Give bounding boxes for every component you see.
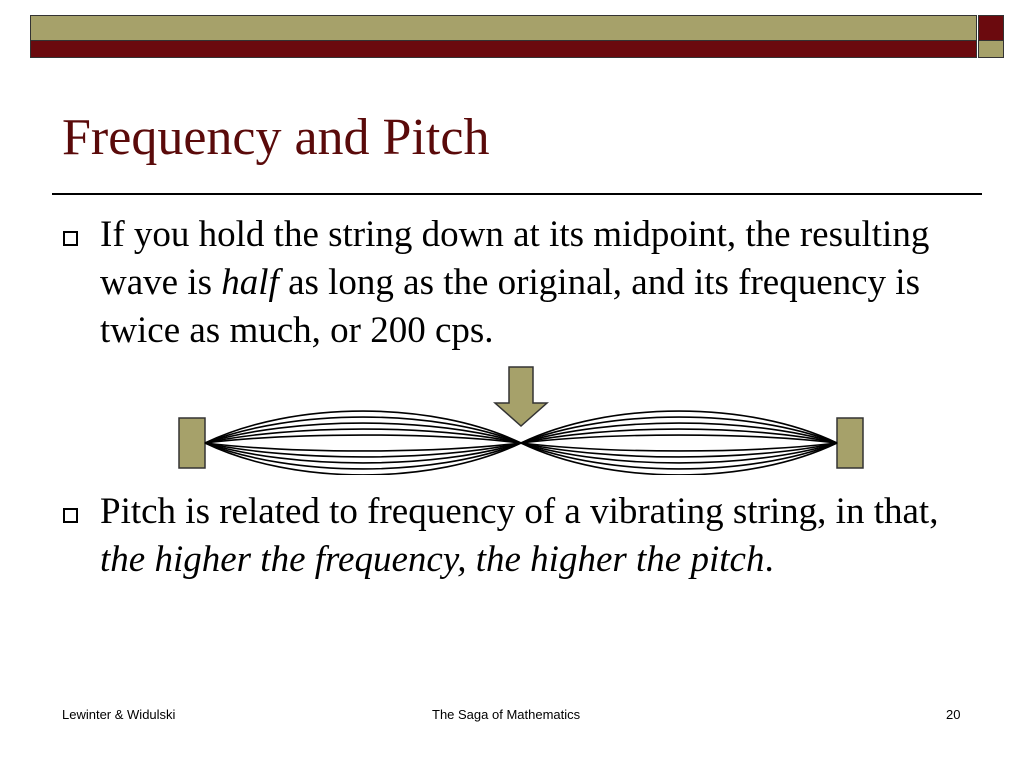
bullet-item-1 bbox=[63, 211, 963, 355]
title-underline bbox=[52, 193, 982, 195]
bullet-2-part-1: Pitch is related to frequency of a vibrating string, in that, bbox=[100, 491, 939, 532]
bullet-text-1 bbox=[100, 211, 963, 355]
header-band-olive bbox=[30, 15, 977, 41]
square-bullet-icon bbox=[63, 508, 78, 523]
wave-curve-lobe1-lower-5 bbox=[205, 443, 521, 451]
header-square-maroon bbox=[978, 15, 1004, 41]
bullet-text-2 bbox=[100, 488, 963, 584]
square-bullet-icon bbox=[63, 231, 78, 246]
footer-authors: Lewinter & Widulski bbox=[62, 707, 176, 722]
wave-curve-lobe1-upper-5 bbox=[205, 435, 521, 443]
bullet-1-emphasis: half bbox=[221, 262, 279, 303]
wave-curve-lobe2-upper-5 bbox=[521, 435, 837, 443]
right-clamp bbox=[837, 418, 863, 468]
vibrating-string-diagram bbox=[176, 363, 866, 475]
header-square-olive bbox=[978, 40, 1004, 58]
bullet-item-2 bbox=[63, 488, 963, 584]
bullet-1-part-1: If you hold the string down at its midpoint, the resulting wave is bbox=[100, 214, 930, 303]
bullet-1-part-2: as long as the original, and its frequency is twice as much, or 200 cps. bbox=[100, 262, 920, 351]
bullet-2-part-2: . bbox=[764, 539, 774, 580]
footer-page-number: 20 bbox=[946, 707, 961, 722]
midpoint-down-arrow-icon bbox=[495, 367, 547, 426]
left-clamp bbox=[179, 418, 205, 468]
wave-curve-lobe2-lower-5 bbox=[521, 443, 837, 451]
slide-title: Frequency and Pitch bbox=[62, 109, 490, 166]
header-band-maroon bbox=[30, 40, 977, 58]
footer-book-title: The Saga of Mathematics bbox=[432, 707, 581, 722]
bullet-2-emphasis: the higher the frequency, the higher the pitch bbox=[100, 539, 765, 580]
